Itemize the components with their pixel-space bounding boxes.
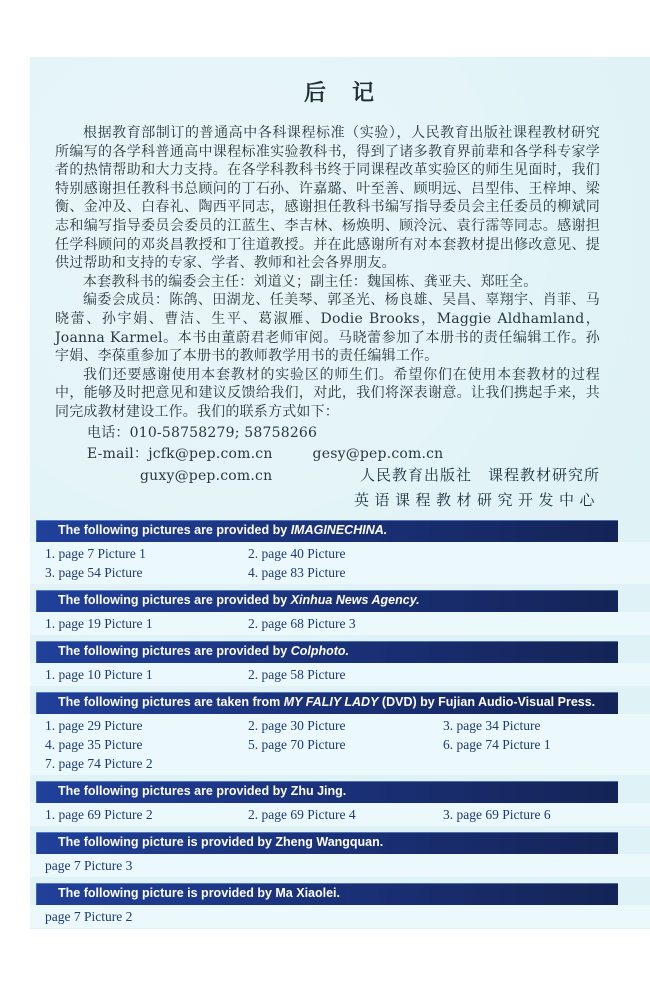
credit-item: 1. page 10 Picture 1 — [45, 666, 153, 682]
credit-item: 1. page 7 Picture 1 — [45, 545, 146, 561]
credit-provider-name: Zheng Wangquan. — [275, 834, 384, 849]
credit-item: 2. page 30 Picture — [248, 717, 346, 733]
credit-item-list — [30, 803, 650, 826]
credit-item: 2. page 68 Picture 3 — [248, 615, 356, 631]
credit-heading-prefix: The following picture is provided by — [58, 834, 276, 849]
credit-heading-prefix: The following pictures are provided by — [58, 522, 291, 537]
afterword-paragraph: 编委会成员：陈鸽、田湖龙、任美琴、郭圣光、杨良雄、吴昌、辜翔宇、肖菲、马晓蕾、孙宇娟、曹洁、生平、葛淑雁、Dodie Brooks，Maggie Aldhamland，Joanna Karmel。本书由董蔚君老师审阅。马晓蕾参加了本册书的责任编辑工作。孙宇娟、李葆重参加了本册书的教师教学用书的责任编辑工作。 — [55, 292, 600, 365]
credit-heading-prefix: The following pictures are provided by — [58, 643, 291, 658]
credit-section-ma-xiaolei — [30, 883, 650, 928]
credit-item: 5. page 70 Picture — [248, 736, 346, 752]
credit-provider-name: Ma Xiaolei. — [275, 885, 340, 900]
phone-line: 电话：010-58758279; 58758266 — [87, 424, 318, 441]
email-label: E-mail： — [87, 445, 149, 462]
credit-section-imaginechina — [30, 520, 650, 584]
afterword-paragraph: 本套教科书的编委会主任：刘道义；副主任：魏国栋、龚亚夫、郑旺全。 — [83, 273, 538, 290]
credit-banner — [36, 781, 618, 803]
credit-item-list — [30, 663, 650, 686]
credit-banner — [36, 641, 618, 663]
credit-item: page 7 Picture 2 — [45, 908, 133, 924]
credit-section-zhu-jing — [30, 781, 650, 826]
credit-item: 1. page 69 Picture 2 — [45, 806, 153, 822]
afterword-paragraph: 我们还要感谢使用本套教材的实验区的师生们。希望你们在使用本套教材的过程中，能够及时把意见和建议反馈给我们，对此，我们将深表谢意。让我们携起手来，共同完成教材建设工作。我们的联系方式如下： — [55, 366, 600, 420]
credit-provider-name: Colphoto. — [290, 643, 350, 658]
email-address-2: gesy@pep.com.cn — [312, 445, 444, 462]
credit-item: 2. page 58 Picture — [248, 666, 346, 682]
credit-item: page 7 Picture 3 — [45, 857, 133, 873]
credit-provider-name: Xinhua News Agency. — [290, 592, 420, 607]
page-title: 后 记 — [303, 80, 376, 106]
credit-item: 7. page 74 Picture 2 — [45, 755, 153, 771]
publisher-name: 人民教育出版社 课程教材研究所 — [359, 465, 600, 484]
credit-item: 2. page 40 Picture — [248, 545, 346, 561]
credit-heading-prefix: The following pictures are provided by — [58, 783, 291, 798]
credit-provider-name: Zhu Jing. — [290, 783, 347, 798]
email-line — [87, 444, 600, 465]
credit-item-list — [30, 612, 650, 635]
credit-item: 1. page 19 Picture 1 — [45, 615, 153, 631]
credit-item: 4. page 35 Picture — [45, 736, 143, 752]
credit-item: 3. page 69 Picture 6 — [443, 806, 551, 822]
credit-item-list — [30, 905, 650, 928]
credit-banner — [36, 520, 618, 542]
credit-heading-prefix: The following pictures are provided by — [58, 592, 291, 607]
credit-section-zheng-wangquan — [30, 832, 650, 877]
credit-item: 3. page 34 Picture — [443, 717, 541, 733]
credit-heading-suffix: (DVD) by Fujian Audio-Visual Press. — [378, 694, 596, 709]
credit-heading-prefix: The following picture is provided by — [58, 885, 276, 900]
afterword-body — [55, 124, 600, 511]
credit-item: 3. page 54 Picture — [45, 564, 143, 580]
publisher-department: 英语课程教材研究开发中心 — [353, 490, 600, 509]
email-publisher-row — [55, 465, 600, 487]
credit-heading-prefix: The following pictures are taken from — [58, 694, 284, 709]
email-address-1: jcfk@pep.com.cn — [148, 445, 273, 462]
credit-item-list — [30, 714, 650, 775]
credit-provider-name: IMAGINECHINA. — [290, 522, 388, 537]
credit-section-fujian-press — [30, 692, 650, 775]
credit-banner — [36, 883, 618, 905]
contact-block — [55, 423, 600, 511]
picture-credits — [30, 520, 650, 928]
email-address-3: guxy@pep.com.cn — [140, 467, 273, 484]
credit-banner — [36, 590, 618, 612]
scanned-book-page — [30, 57, 650, 929]
credit-item: 6. page 74 Picture 1 — [443, 736, 551, 752]
afterword-paragraph: 根据教育部制订的普通高中各科课程标准（实验），人民教育出版社课程教材研究所编写的各学科普通高中课程标准实验教科书，得到了诸多教育界前辈和各学科专家学者的热情帮助和大力支持。在各学科教科书终于同课程改革实验区的师生见面时，我们特别感谢担任教科书总顾问的丁石孙、许嘉璐、叶至善、顾明远、吕型伟、王梓坤、梁衡、金冲及、白春礼、陶西平同志，感谢担任教科书编写指导委员会主任委员的柳斌同志和编写指导委员会委员的江蓝生、李吉林、杨焕明、顾泠沅、袁行霈等同志。感谢担任学科顾问的邓炎昌教授和丁往道教授。并在此感谢所有对本套教材提出修改意见、提供过帮助和支持的专家、学者、教师和社会各界朋友。 — [55, 125, 600, 272]
credit-provider-name: MY FALIY LADY — [283, 694, 379, 709]
credit-section-colphoto — [30, 641, 650, 686]
credit-banner — [36, 832, 618, 854]
credit-item: 4. page 83 Picture — [248, 564, 346, 580]
credit-item: 2. page 69 Picture 4 — [248, 806, 356, 822]
credit-banner — [36, 692, 618, 714]
credit-section-xinhua — [30, 590, 650, 635]
credit-item-list — [30, 542, 650, 584]
credit-item: 1. page 29 Picture — [45, 717, 143, 733]
credit-item-list — [30, 854, 650, 877]
